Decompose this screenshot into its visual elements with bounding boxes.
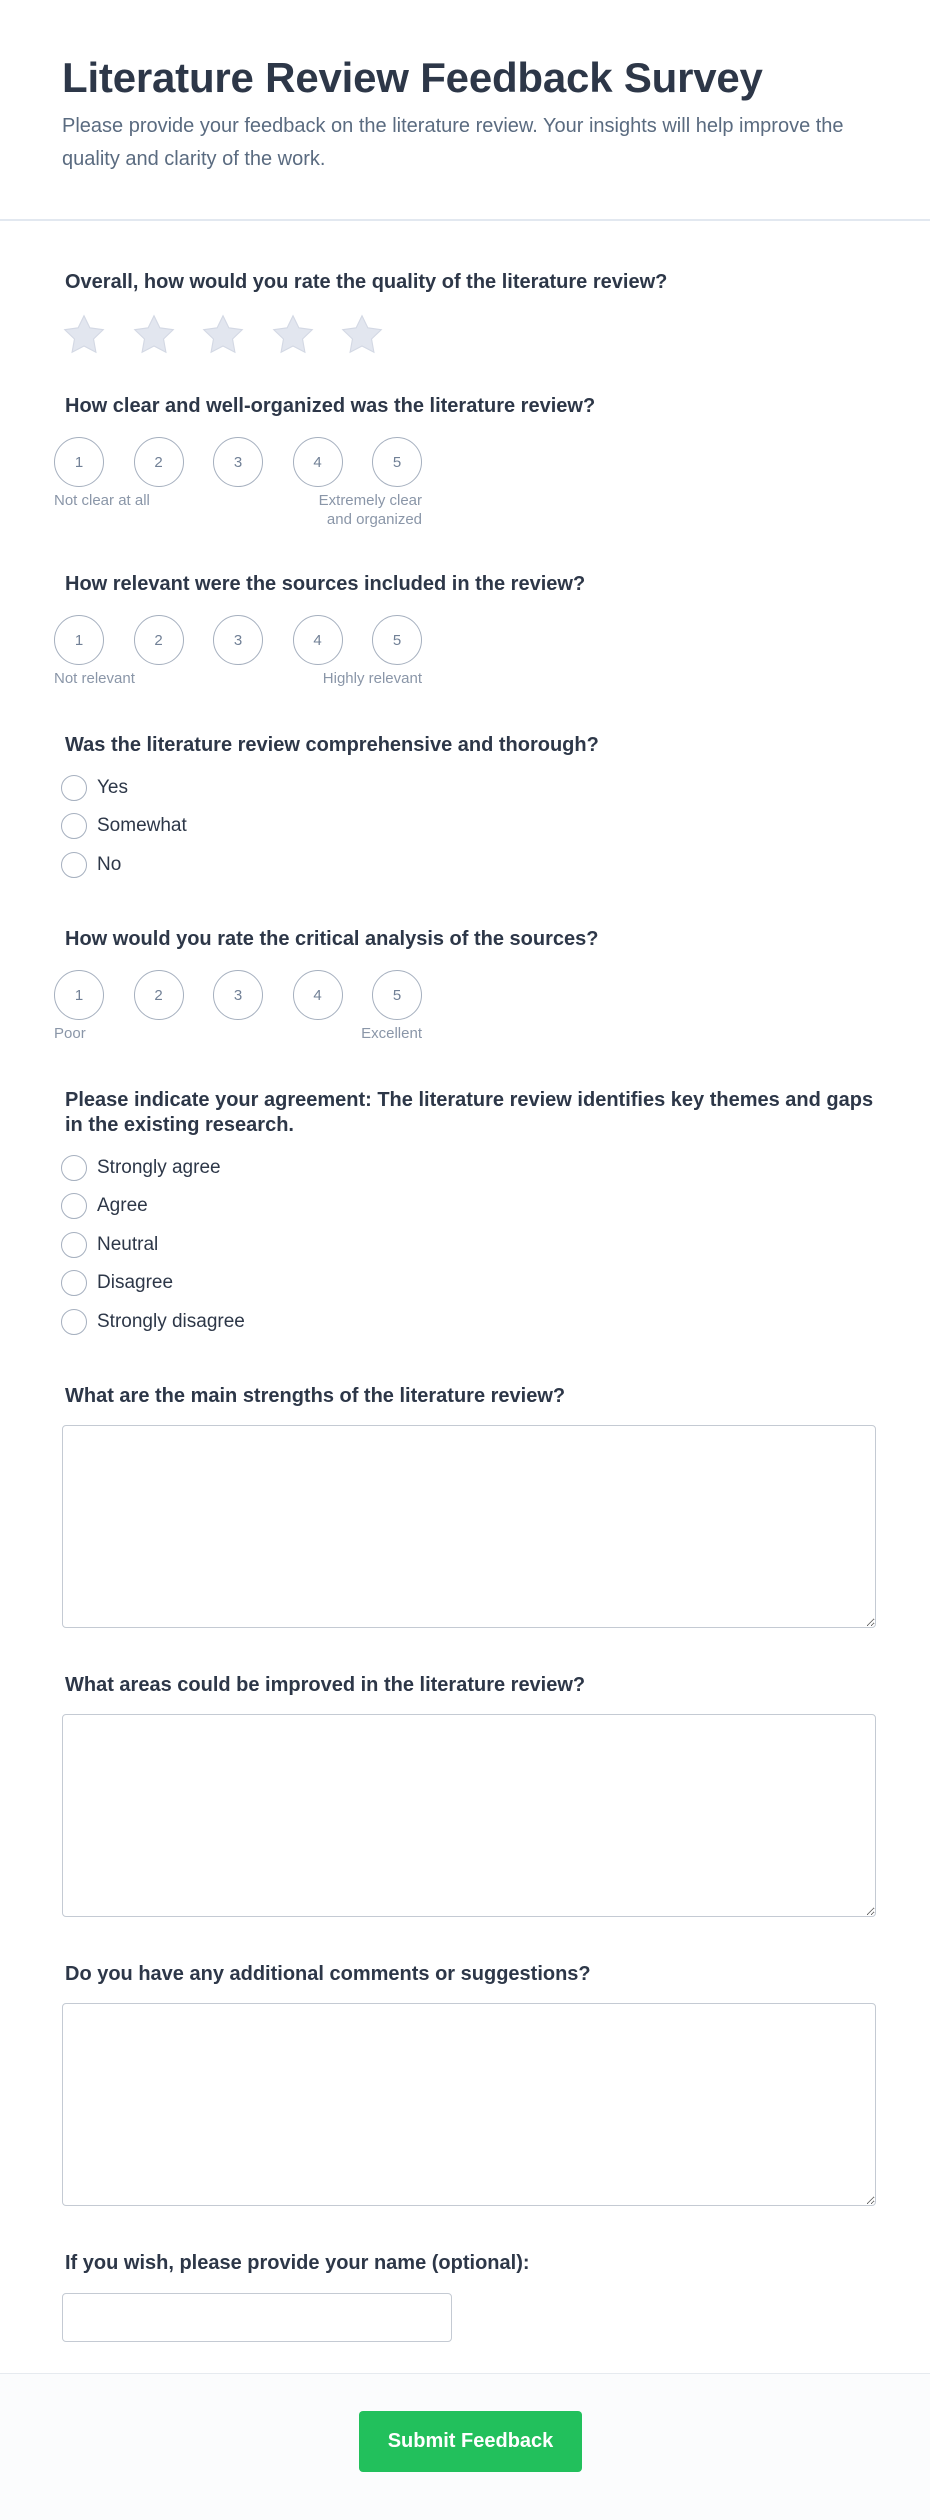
radio-button[interactable]: [61, 1155, 87, 1181]
relevance-option-2[interactable]: 2: [134, 615, 184, 665]
comprehensive-option-no[interactable]: [61, 852, 121, 878]
star-icon-5[interactable]: [340, 313, 384, 357]
question-agreement: Please indicate your agreement: The literature review identifies key themes and gaps in the existing research.: [65, 1089, 874, 1136]
radio-button[interactable]: [61, 852, 87, 878]
analysis-option-5[interactable]: 5: [372, 970, 422, 1020]
analysis-option-4[interactable]: 4: [293, 970, 343, 1020]
relevance-option-5[interactable]: 5: [372, 615, 422, 665]
critical-analysis-scale: [54, 970, 452, 1020]
comments-textarea[interactable]: [62, 2003, 876, 2206]
clarity-option-4[interactable]: 4: [293, 437, 343, 487]
question-additional-comments: Do you have any additional comments or suggestions?: [65, 1963, 591, 1985]
agreement-option-strongly-disagree[interactable]: [61, 1309, 245, 1335]
relevance-scale: [54, 615, 452, 665]
clarity-option-1[interactable]: 1: [54, 437, 104, 487]
agreement-option-disagree[interactable]: [61, 1270, 173, 1296]
question-strengths: What are the main strengths of the literature review?: [65, 1385, 566, 1407]
star-icon-3[interactable]: [201, 313, 245, 357]
star-icon-1[interactable]: [62, 313, 106, 357]
agreement-option-agree[interactable]: [61, 1193, 148, 1219]
radio-button[interactable]: [61, 1309, 87, 1335]
analysis-option-3[interactable]: 3: [213, 970, 263, 1020]
star-icon-2[interactable]: [132, 313, 176, 357]
star-rating: [62, 313, 410, 357]
question-relevance: How relevant were the sources included in the review?: [65, 573, 586, 595]
strengths-textarea[interactable]: [62, 1425, 876, 1628]
question-critical-analysis: How would you rate the critical analysis of the sources?: [65, 928, 599, 950]
improvements-textarea[interactable]: [62, 1714, 876, 1917]
form-footer: [0, 2373, 930, 2520]
name-input[interactable]: [62, 2293, 452, 2342]
option-label: Disagree: [97, 1272, 174, 1293]
comprehensive-option-somewhat[interactable]: [61, 813, 187, 839]
question-overall-quality: Overall, how would you rate the quality of the literature review?: [65, 271, 668, 293]
option-label: Somewhat: [97, 815, 187, 836]
option-label: No: [97, 854, 122, 875]
radio-button[interactable]: [61, 813, 87, 839]
clarity-high-label-line2: and organized: [326, 511, 422, 528]
star-icon-4[interactable]: [271, 313, 315, 357]
page-subtitle: Please provide your feedback on the literature review. Your insights will help improve the quality and clarity of the work.: [62, 115, 844, 170]
relevance-low-label: Not relevant: [54, 670, 135, 687]
analysis-low-label: Poor: [54, 1025, 86, 1042]
page-title: Literature Review Feedback Survey: [62, 54, 763, 101]
comprehensive-option-yes[interactable]: [61, 775, 128, 801]
option-label: Neutral: [97, 1234, 159, 1255]
radio-button[interactable]: [61, 775, 87, 801]
clarity-option-5[interactable]: 5: [372, 437, 422, 487]
clarity-high-label: [262, 491, 422, 529]
radio-button[interactable]: [61, 1232, 87, 1258]
clarity-option-3[interactable]: 3: [213, 437, 263, 487]
radio-button[interactable]: [61, 1270, 87, 1296]
relevance-option-4[interactable]: 4: [293, 615, 343, 665]
analysis-high-label: Excellent: [361, 1025, 422, 1042]
relevance-option-1[interactable]: 1: [54, 615, 104, 665]
option-label: Strongly agree: [97, 1157, 221, 1178]
option-label: Yes: [97, 777, 128, 798]
agreement-option-neutral[interactable]: [61, 1232, 158, 1258]
option-label: Agree: [97, 1195, 148, 1216]
question-comprehensive: Was the literature review comprehensive and thorough?: [65, 734, 599, 756]
option-label: Strongly disagree: [97, 1311, 245, 1332]
submit-feedback-button[interactable]: Submit Feedback: [359, 2411, 582, 2472]
clarity-option-2[interactable]: 2: [134, 437, 184, 487]
survey-header: [0, 0, 930, 221]
clarity-high-label-line1: Extremely clear: [318, 492, 422, 509]
relevance-option-3[interactable]: 3: [213, 615, 263, 665]
analysis-option-1[interactable]: 1: [54, 970, 104, 1020]
question-clarity: How clear and well-organized was the literature review?: [65, 395, 596, 417]
clarity-scale: [54, 437, 452, 487]
radio-button[interactable]: [61, 1193, 87, 1219]
agreement-option-strongly-agree[interactable]: [61, 1155, 221, 1181]
analysis-option-2[interactable]: 2: [134, 970, 184, 1020]
question-name: If you wish, please provide your name (optional):: [65, 2252, 530, 2274]
question-improvements: What areas could be improved in the literature review?: [65, 1674, 586, 1696]
clarity-low-label: Not clear at all: [54, 492, 150, 509]
relevance-high-label: Highly relevant: [322, 670, 422, 687]
